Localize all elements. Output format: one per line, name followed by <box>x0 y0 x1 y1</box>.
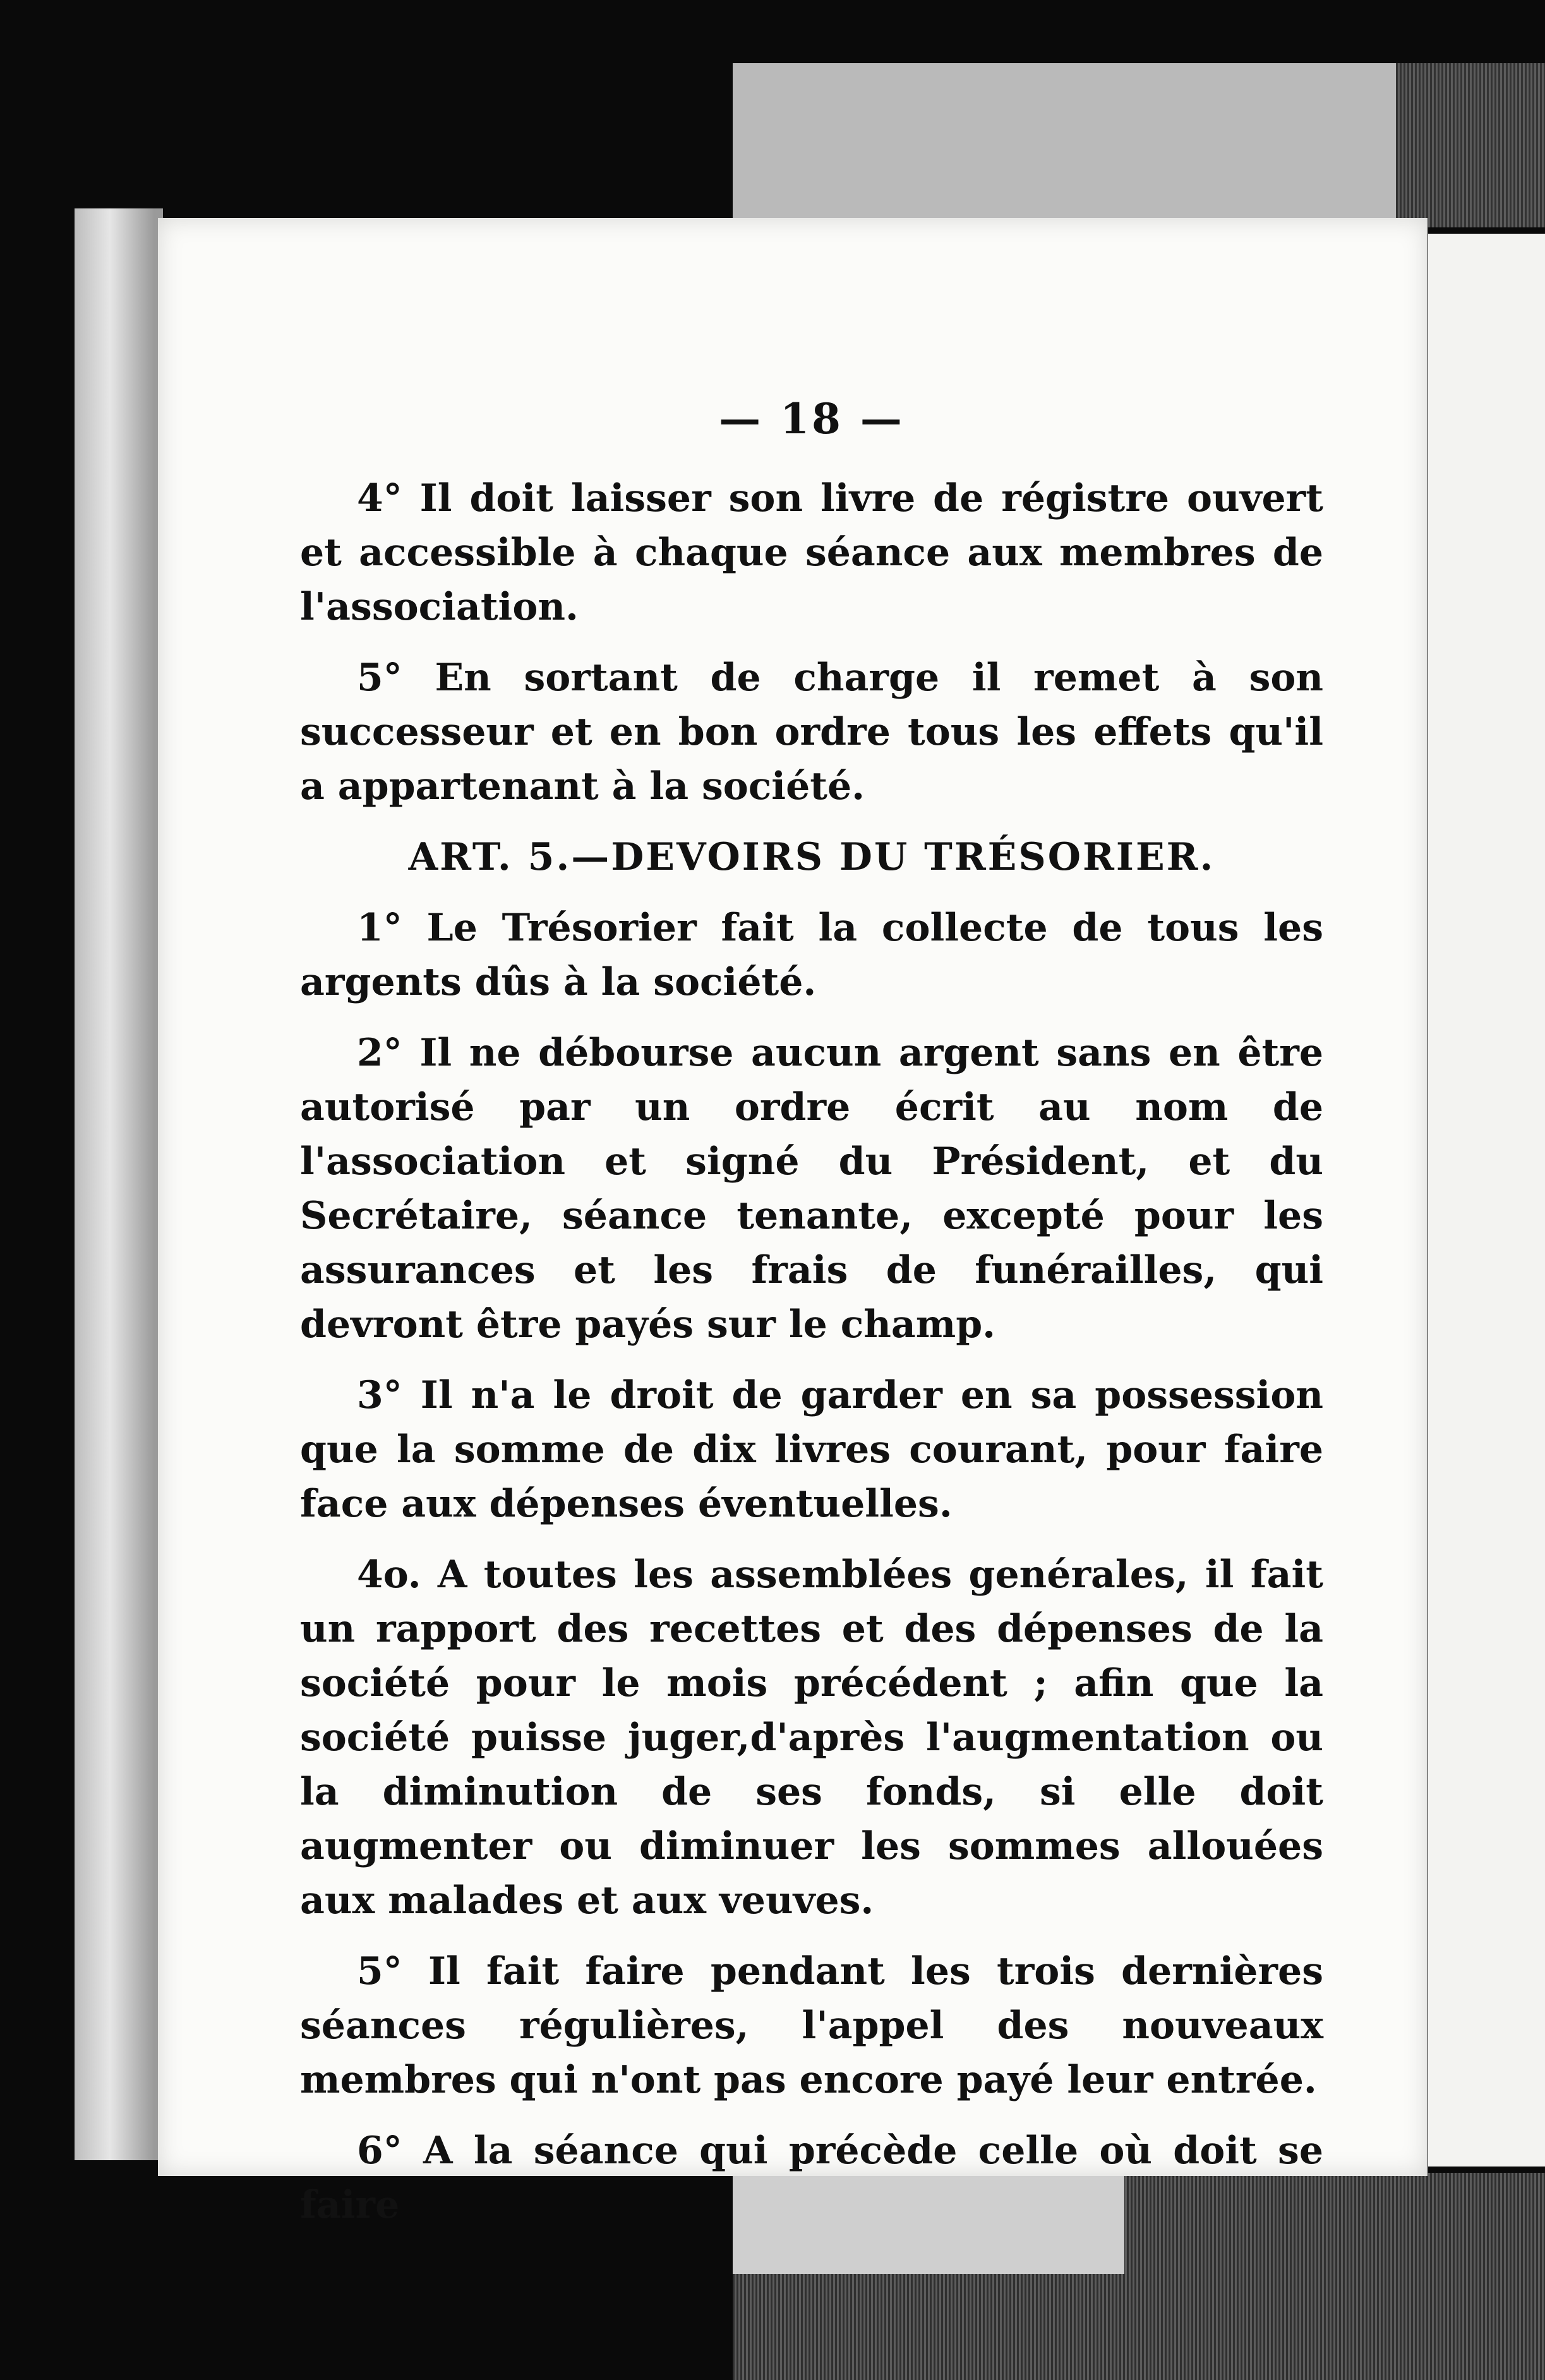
page-number: — 18 — <box>719 394 905 443</box>
paragraph: 4o. A toutes les assemblées genérales, il fait un rapport des recettes et des dépenses de la société pour le mois précédent ; afin que la société puisse juger,d'après l'augmentation ou la diminution de ses fonds, si elle doit augmenter ou diminuer les sommes allouées aux malades et aux veuves. <box>300 1553 1323 1923</box>
paragraph: 1° Le Trésorier fait la collecte de tous les argents dûs à la société. <box>300 906 1323 1004</box>
paragraph: 2° Il ne débourse aucun argent sans en être autorisé par un ordre écrit au nom de l'association et signé du Président, et du Secrétaire, séance tenante, excepté pour les assurances et les frais de funérailles, qui devront être payés sur le champ. <box>300 1031 1323 1347</box>
paragraph: 5° En sortant de charge il remet à son successeur et en bon ordre tous les effets qu'il a appartenant à la société. <box>300 656 1323 808</box>
paragraph: 3° Il n'a le droit de garder en sa possession que la somme de dix livres courant, pour faire face aux dépenses éventuelles. <box>300 1373 1323 1526</box>
scan-background-top <box>733 63 1545 227</box>
paragraph: 4° Il doit laisser son livre de régistre ouvert et accessible à chaque séance aux membres de l'association. <box>300 476 1323 629</box>
facing-page-edge <box>1424 234 1545 2167</box>
page-text <box>300 392 1323 2249</box>
paragraph: 6° A la séance qui précède celle où doit se faire <box>300 2129 1323 2227</box>
paragraph: 5° Il fait faire pendant les trois dernières séances régulières, l'appel des nouveaux membres qui n'ont pas encore payé leur entrée. <box>300 1949 1323 2102</box>
book-spine <box>75 208 163 2160</box>
section-heading: ART. 5.—DEVOIRS DU TRÉSORIER. <box>408 835 1215 879</box>
